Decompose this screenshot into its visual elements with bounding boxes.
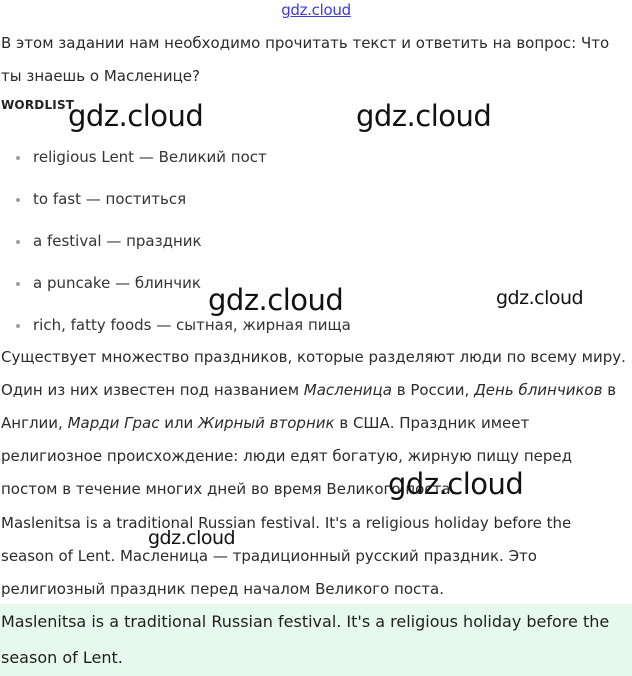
fat-tuesday-term: Жирный вторник [198, 414, 335, 432]
pancake-day-term: День блинчиков [474, 381, 603, 399]
bullet-icon [16, 240, 20, 244]
wordlist-heading: WORDLIST [1, 98, 75, 112]
russian-paragraph: Существует множество праздников, которые разделяют люди по всему миру. Один из них известен под названием Масленица в России, День блинчиков в Англии, Марди Грас или Жирный вторник в США. Праздник имеет религиозное происхождение: люди едят богатую, жирную пищу перед постом в течение многих дней во время Великого поста. [1, 348, 626, 498]
word-entry: rich, fatty foods — сытная, жирная пища [33, 316, 351, 334]
watermark: gdz.cloud [496, 287, 584, 309]
word-entry: a festival — праздник [33, 232, 202, 250]
answer-highlight [0, 604, 632, 676]
watermark: gdz.cloud [208, 283, 344, 317]
wordlist [0, 141, 351, 351]
mixed-paragraph: Maslenitsa is a traditional Russian festival. It's a religious holiday before the season of Lent. Масленица — традиционный русский праздник. Это религиозный праздник перед началом Великого поста. [1, 514, 572, 598]
bullet-icon [16, 156, 20, 160]
watermark-top: gdz.cloud [281, 1, 351, 19]
intro-paragraph: В этом задании нам необходимо прочитать текст и ответить на вопрос: Что ты знаешь о Масленице? [1, 34, 610, 85]
list-item [0, 225, 351, 267]
bullet-icon [16, 324, 20, 328]
bullet-icon [16, 282, 20, 286]
word-entry: to fast — поститься [33, 190, 187, 208]
watermark: gdz.cloud [356, 99, 492, 133]
word-entry: religious Lent — Великий пост [33, 148, 267, 166]
watermark: gdz.cloud [68, 99, 204, 133]
list-item [0, 183, 351, 225]
highlight-text: Maslenitsa is a traditional Russian festival. It's a religious holiday before the season of Lent. [1, 612, 610, 667]
bullet-icon [16, 198, 20, 202]
mardi-gras-term: Марди Грас [67, 414, 160, 432]
watermark: gdz.cloud [388, 467, 524, 501]
word-entry: a puncake — блинчик [33, 274, 201, 292]
watermark: gdz.cloud [148, 527, 236, 549]
maslenitsa-term: Масленица [303, 381, 392, 399]
list-item [0, 141, 351, 183]
